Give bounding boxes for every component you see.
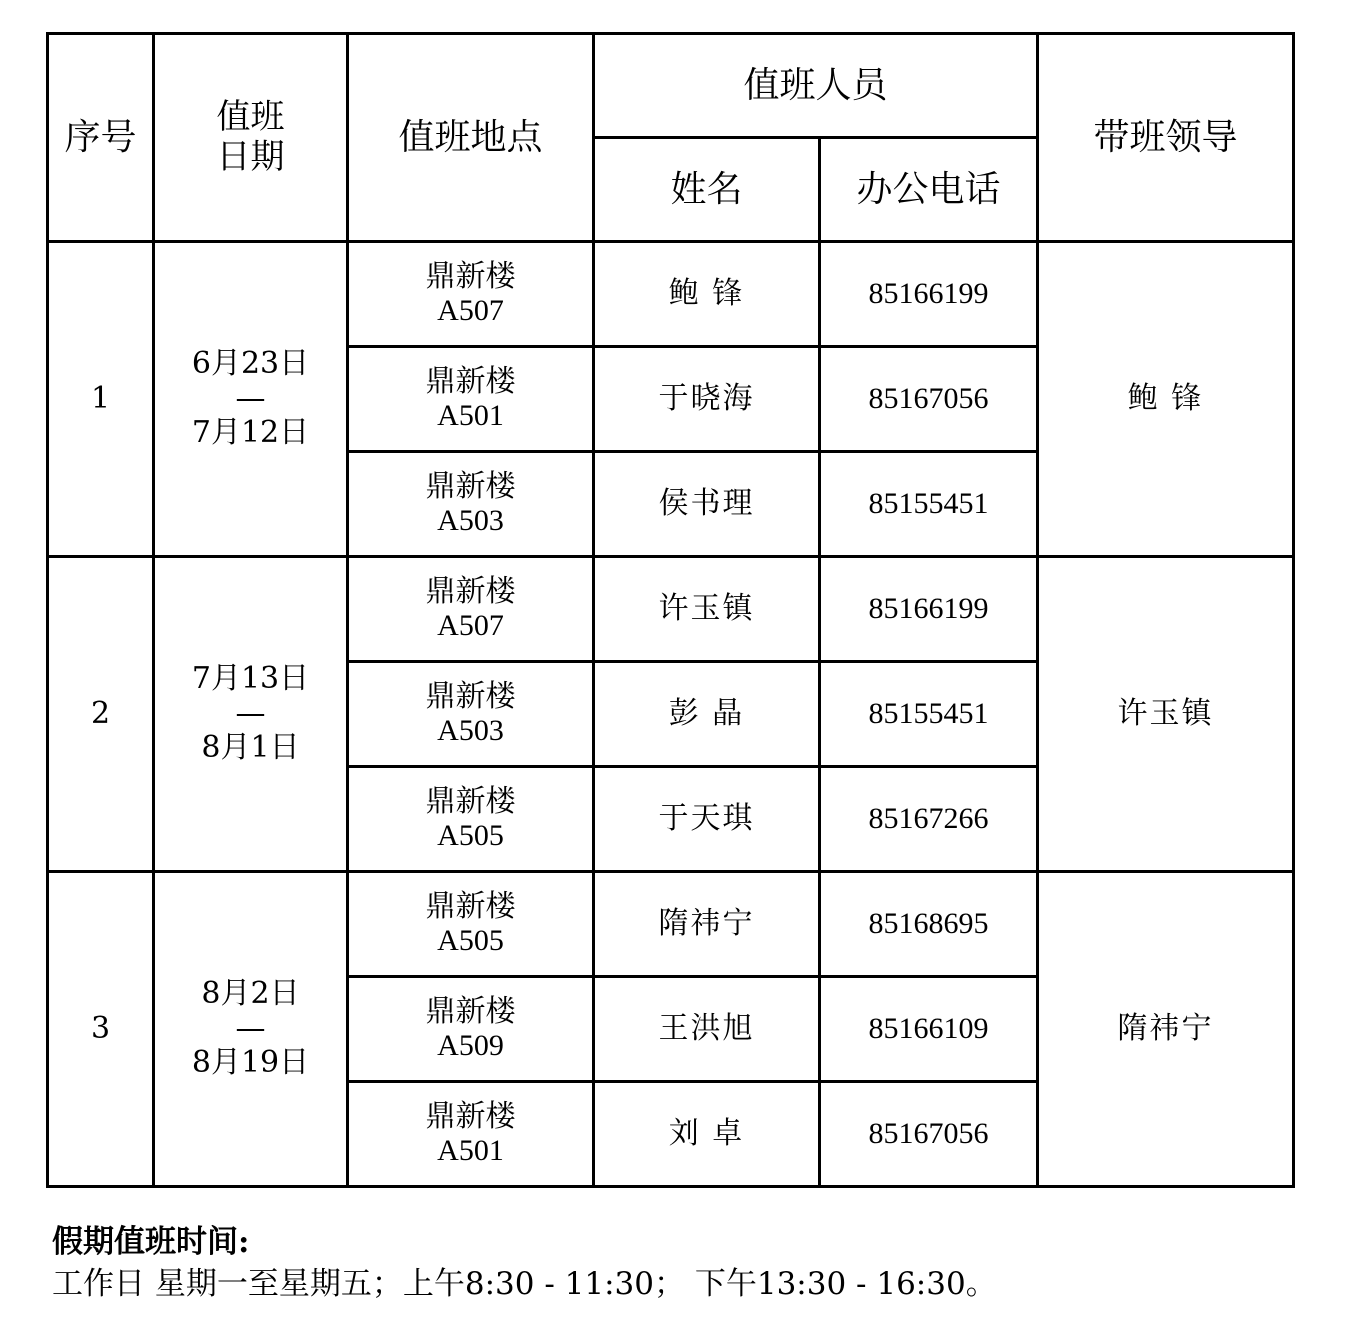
group-date xyxy=(154,872,348,1187)
location-room: A503 xyxy=(437,714,504,747)
header-date-line1: 值班 xyxy=(216,97,285,138)
header-date xyxy=(154,34,348,242)
location-building: 鼎新楼 xyxy=(425,363,516,399)
location-cell xyxy=(348,767,594,872)
table-row xyxy=(48,242,1294,347)
staff-phone: 85166199 xyxy=(820,242,1038,347)
location-building: 鼎新楼 xyxy=(425,573,516,609)
staff-name: 王洪旭 xyxy=(594,977,820,1082)
header-name: 姓名 xyxy=(594,138,820,242)
group-date xyxy=(154,242,348,557)
location-room: A503 xyxy=(437,504,504,537)
date-end: 7月12日 xyxy=(191,415,310,451)
date-start: 8月2日 xyxy=(201,976,300,1012)
staff-name: 隋祎宁 xyxy=(594,872,820,977)
location-cell xyxy=(348,452,594,557)
group-leader: 许玉镇 xyxy=(1038,557,1294,872)
staff-phone: 85166109 xyxy=(820,977,1038,1082)
location-building: 鼎新楼 xyxy=(425,888,516,924)
location-room: A505 xyxy=(437,924,504,957)
location-cell xyxy=(348,662,594,767)
staff-phone: 85167056 xyxy=(820,347,1038,452)
staff-name: 鲍 锋 xyxy=(594,242,820,347)
date-end: 8月19日 xyxy=(191,1045,310,1081)
location-building: 鼎新楼 xyxy=(425,1098,516,1134)
date-separator: — xyxy=(235,380,266,416)
staff-phone: 85155451 xyxy=(820,662,1038,767)
staff-phone: 85155451 xyxy=(820,452,1038,557)
date-start: 7月13日 xyxy=(191,661,310,697)
staff-phone: 85168695 xyxy=(820,872,1038,977)
location-building: 鼎新楼 xyxy=(425,783,516,819)
location-building: 鼎新楼 xyxy=(425,678,516,714)
staff-phone: 85166199 xyxy=(820,557,1038,662)
location-cell xyxy=(348,872,594,977)
group-leader: 隋祎宁 xyxy=(1038,872,1294,1187)
location-cell xyxy=(348,242,594,347)
staff-phone: 85167266 xyxy=(820,767,1038,872)
group-index: 2 xyxy=(48,557,154,872)
group-index: 3 xyxy=(48,872,154,1187)
header-date-line2: 日期 xyxy=(216,136,285,177)
location-room: A501 xyxy=(437,399,504,432)
group-date xyxy=(154,557,348,872)
location-cell xyxy=(348,1082,594,1187)
location-cell xyxy=(348,977,594,1082)
date-end: 8月1日 xyxy=(201,730,300,766)
date-separator: — xyxy=(235,1010,266,1046)
staff-name: 刘 卓 xyxy=(594,1082,820,1187)
date-separator: — xyxy=(235,695,266,731)
group-index: 1 xyxy=(48,242,154,557)
duty-schedule-table xyxy=(46,32,1295,1188)
location-room: A501 xyxy=(437,1134,504,1167)
location-cell xyxy=(348,557,594,662)
staff-name: 许玉镇 xyxy=(594,557,820,662)
location-room: A507 xyxy=(437,294,504,327)
table-row xyxy=(48,872,1294,977)
header-index: 序号 xyxy=(48,34,154,242)
staff-name: 于晓海 xyxy=(594,347,820,452)
group-leader: 鲍 锋 xyxy=(1038,242,1294,557)
location-room: A507 xyxy=(437,609,504,642)
schedule-body xyxy=(48,242,1294,1187)
notes-title: 假期值班时间: xyxy=(52,1224,250,1260)
staff-name: 彭 晶 xyxy=(594,662,820,767)
header-phone: 办公电话 xyxy=(820,138,1038,242)
staff-name: 侯书理 xyxy=(594,452,820,557)
location-building: 鼎新楼 xyxy=(425,993,516,1029)
location-room: A505 xyxy=(437,819,504,852)
date-start: 6月23日 xyxy=(191,346,310,382)
header-location: 值班地点 xyxy=(348,34,594,242)
staff-name: 于天琪 xyxy=(594,767,820,872)
staff-phone: 85167056 xyxy=(820,1082,1038,1187)
duty-time-notes xyxy=(52,1222,1302,1306)
notes-text: 工作日 星期一至星期五；上午8:30 - 11:30； 下午13:30 - 16:30。 xyxy=(52,1265,997,1302)
location-cell xyxy=(348,347,594,452)
header-staff: 值班人员 xyxy=(594,34,1038,138)
table-row xyxy=(48,557,1294,662)
location-room: A509 xyxy=(437,1029,504,1062)
header-leader: 带班领导 xyxy=(1038,34,1294,242)
location-building: 鼎新楼 xyxy=(425,468,516,504)
location-building: 鼎新楼 xyxy=(425,258,516,294)
